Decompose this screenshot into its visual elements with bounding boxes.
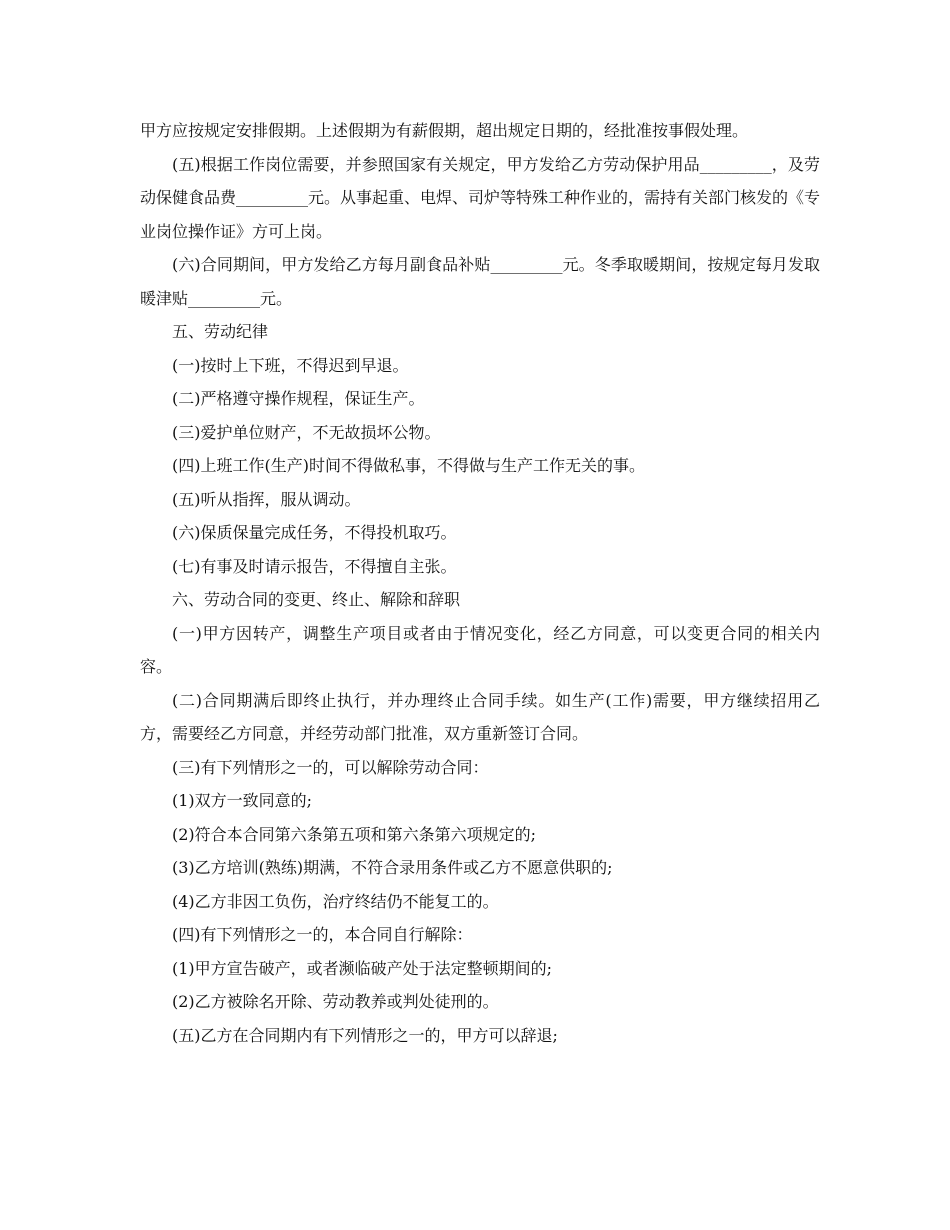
contract-subitem-4-2: (2)乙方被除名开除、劳动教养或判处徒刑的。 — [172, 992, 499, 1011]
section-heading-labor-discipline: 五、劳动纪律 — [172, 322, 269, 341]
contract-item-2: (二)合同期满后即终止执行，并办理终止合同手续。如生产(工作)需要，甲方继续招用乙方，需要经乙方同意，并经劳动部门批准，双方重新签订合同。 — [140, 690, 820, 743]
discipline-item-2: (二)严格遵守操作规程，保证生产。 — [172, 389, 425, 408]
contract-item-3: (三)有下列情形之一的，可以解除劳动合同： — [172, 757, 489, 777]
contract-item-4: (四)有下列情形之一的，本合同自行解除： — [172, 925, 473, 944]
contract-subitem-3-2: (2)符合本合同第六条第五项和第六条第六项规定的; — [172, 824, 537, 844]
contract-item-5: (五)乙方在合同期内有下列情形之一的，甲方可以辞退; — [172, 1025, 558, 1045]
document-body — [140, 114, 820, 1052]
paragraph-1: 甲方应按规定安排假期。上述假期为有薪假期，超出规定日期的，经批准按事假处理。 — [140, 121, 749, 140]
contract-subitem-3-3: (3)乙方培训(熟练)期满，不符合录用条件或乙方不愿意供职的; — [172, 858, 613, 877]
discipline-item-3: (三)爱护单位财产，不无故损坏公物。 — [172, 422, 441, 442]
discipline-item-1: (一)按时上下班，不得迟到早退。 — [172, 355, 409, 375]
discipline-item-6: (六)保质保量完成任务，不得投机取巧。 — [172, 523, 457, 542]
contract-subitem-4-1: (1)甲方宣告破产，或者濒临破产处于法定整顿期间的; — [172, 958, 553, 978]
paragraph-2: (五)根据工作岗位需要，并参照国家有关规定，甲方发给乙方劳动保护用品_________，及劳动保健食品费_________元。从事起重、电焊、司炉等特殊工种作业的，需持有关部门核发的《专业岗位操作证》方可上岗。 — [140, 154, 821, 241]
contract-subitem-3-4: (4)乙方非因工负伤，治疗终结仍不能复工的。 — [172, 891, 499, 911]
discipline-item-4: (四)上班工作(生产)时间不得做私事，不得做与生产工作无关的事。 — [172, 456, 645, 475]
discipline-item-7: (七)有事及时请示报告，不得擅自主张。 — [172, 556, 457, 576]
contract-subitem-3-1: (1)双方一致同意的; — [172, 791, 313, 810]
paragraph-3: (六)合同期间，甲方发给乙方每月副食品补贴_________元。冬季取暖期间，按规定每月发取暖津贴_________元。 — [140, 255, 820, 308]
contract-item-1: (一)甲方因转产，调整生产项目或者由于情况变化，经乙方同意，可以变更合同的相关内容。 — [140, 623, 820, 676]
section-heading-contract-changes: 六、劳动合同的变更、终止、解除和辞职 — [172, 590, 461, 609]
discipline-item-5: (五)听从指挥，服从调动。 — [172, 489, 361, 509]
